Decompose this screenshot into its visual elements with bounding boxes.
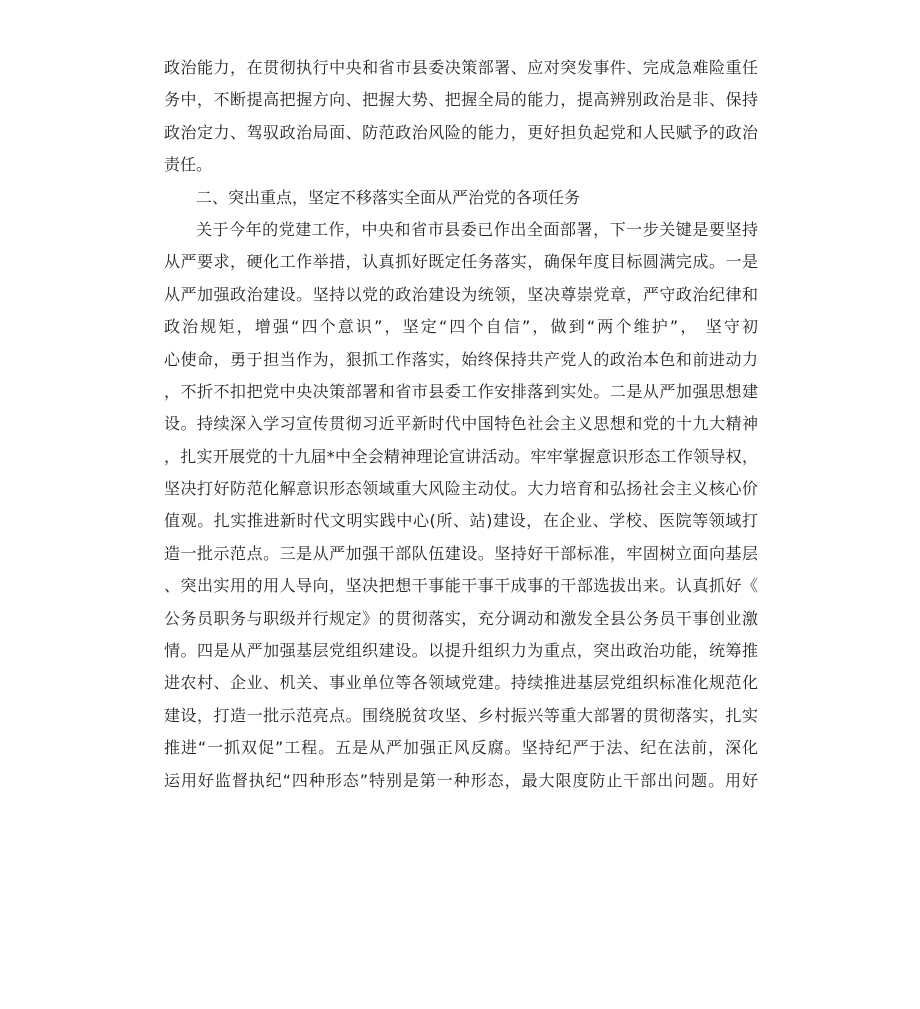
text-line: 坚决打好防范化解意识形态领域重大风险主动仗。大力培育和弘扬社会主义核心价 bbox=[164, 479, 758, 499]
section-heading: 二、突出重点，坚定不移落实全面从严治党的各项任务 bbox=[196, 187, 581, 207]
text-line: 造一批示范点。三是从严加强干部队伍建设。坚持好干部标准，牢固树立面向基层 bbox=[164, 543, 758, 563]
text-line: ，不折不扣把党中央决策部署和省市县委工作安排落到实处。二是从严加强思想建 bbox=[164, 381, 758, 401]
text-line: 公务员职务与职级并行规定》的贯彻落实，充分调动和激发全县公务员干事创业激 bbox=[164, 608, 758, 628]
text-line: 从严加强政治建设。坚持以党的政治建设为统领，坚决尊崇党章，严守政治纪律和 bbox=[164, 284, 758, 304]
text-line: 政治规矩，增强“四个意识”，坚定“四个自信”，做到“两个维护”， 坚守初 bbox=[164, 317, 758, 337]
text-line: 政治能力，在贯彻执行中央和省市县委决策部署、应对突发事件、完成急难险重任 bbox=[164, 58, 758, 77]
text-line: 、突出实用的用人导向，坚决把想干事能干事干成事的干部选拔出来。认真抓好《 bbox=[164, 576, 758, 596]
text-line: 责任。 bbox=[164, 155, 213, 175]
text-line: 务中，不断提高把握方向、把握大势、把握全局的能力，提高辨别政治是非、保持 bbox=[164, 90, 758, 110]
text-line: 情。四是从严加强基层党组织建设。以提升组织力为重点，突出政治功能，统筹推 bbox=[164, 641, 758, 661]
text-line: ，扎实开展党的十九届*中全会精神理论宣讲活动。牢牢掌握意识形态工作领导权， bbox=[164, 446, 758, 466]
paragraph-first-line: 关于今年的党建工作，中央和省市县委已作出全面部署，下一步关键是要坚持 bbox=[196, 219, 758, 239]
text-line: 进农村、企业、机关、事业单位等各领域党建。持续推进基层党组织标准化规范化 bbox=[164, 673, 758, 693]
text-line: 心使命，勇于担当作为，狠抓工作落实，始终保持共产党人的政治本色和前进动力 bbox=[164, 349, 758, 369]
text-line: 从严要求，硬化工作举措，认真抓好既定任务落实，确保年度目标圆满完成。一是 bbox=[164, 252, 758, 272]
text-line: 建设，打造一批示范亮点。围绕脱贫攻坚、乡村振兴等重大部署的贯彻落实，扎实 bbox=[164, 705, 758, 725]
text-line: 值观。扎实推进新时代文明实践中心(所、站)建设，在企业、学校、医院等领域打 bbox=[164, 511, 758, 531]
text-line: 设。持续深入学习宣传贯彻习近平新时代中国特色社会主义思想和党的十九大精神 bbox=[164, 414, 758, 434]
text-line: 政治定力、驾驭政治局面、防范政治风险的能力，更好担负起党和人民赋予的政治 bbox=[164, 122, 758, 142]
text-line: 运用好监督执纪“四种形态”特别是第一种形态，最大限度防止干部出问题。用好 bbox=[164, 770, 758, 790]
document-body bbox=[164, 52, 758, 797]
text-line: 推进“一抓双促”工程。五是从严加强正风反腐。坚持纪严于法、纪在法前，深化 bbox=[164, 738, 758, 758]
